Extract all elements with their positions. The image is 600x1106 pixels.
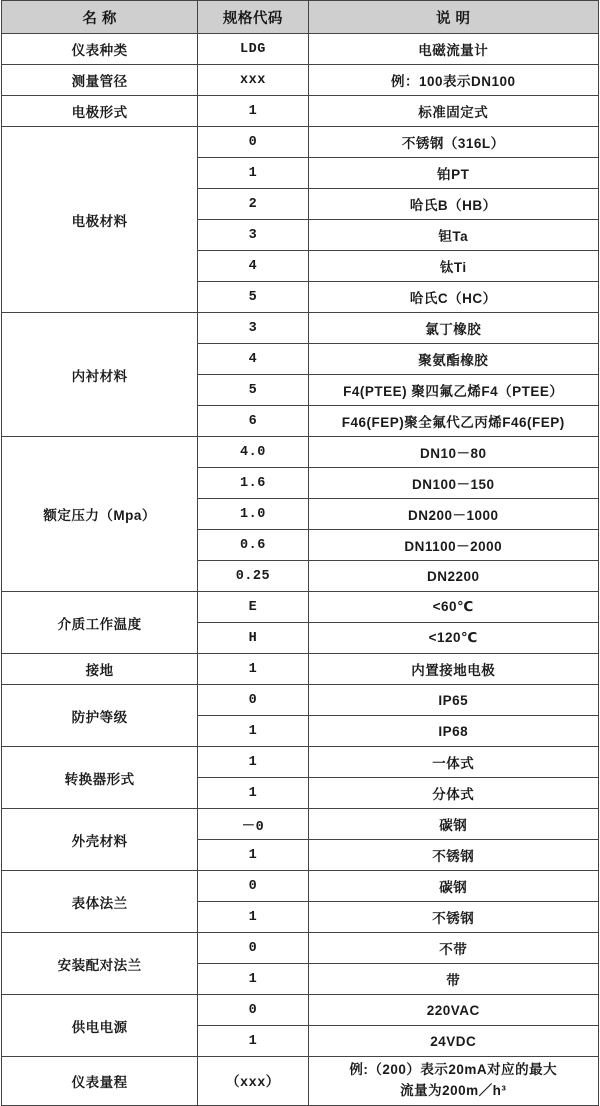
table-row bbox=[2, 34, 599, 65]
spec-code-cell: 0 bbox=[198, 127, 308, 158]
spec-code-cell: 1 bbox=[198, 778, 308, 809]
spec-code-cell: 1 bbox=[198, 902, 308, 933]
row-name-cell: 外壳材料 bbox=[2, 809, 198, 871]
table-row bbox=[2, 592, 599, 623]
spec-description-cell: 聚氨酯橡胶 bbox=[308, 344, 599, 375]
spec-description-cell: <60℃ bbox=[308, 592, 599, 623]
table-header-row bbox=[2, 1, 599, 34]
row-name-cell: 仪表量程 bbox=[2, 1057, 198, 1106]
table-row bbox=[2, 96, 599, 127]
table-row bbox=[2, 747, 599, 778]
table-row bbox=[2, 995, 599, 1026]
spec-code-cell: 0.6 bbox=[198, 530, 308, 561]
spec-code-cell: 0.25 bbox=[198, 561, 308, 592]
spec-code-cell: 5 bbox=[198, 282, 308, 313]
spec-description-cell: 标准固定式 bbox=[308, 96, 599, 127]
table-row bbox=[2, 313, 599, 344]
spec-code-cell: 4.0 bbox=[198, 437, 308, 468]
spec-description-cell: DN1100－2000 bbox=[308, 530, 599, 561]
spec-description-cell: 碳钢 bbox=[308, 871, 599, 902]
spec-description-cell: 碳钢 bbox=[308, 809, 599, 840]
row-name-cell: 供电电源 bbox=[2, 995, 198, 1057]
row-name-cell: 防护等级 bbox=[2, 685, 198, 747]
spec-description-cell: 不带 bbox=[308, 933, 599, 964]
spec-code-cell: 1 bbox=[198, 840, 308, 871]
row-name-cell: 额定压力（Mpa） bbox=[2, 437, 198, 592]
table-row bbox=[2, 933, 599, 964]
spec-description-cell: 钽Ta bbox=[308, 220, 599, 251]
spec-code-cell: 0 bbox=[198, 995, 308, 1026]
spec-description-cell: 220VAC bbox=[308, 995, 599, 1026]
spec-code-cell: 1 bbox=[198, 96, 308, 127]
spec-code-cell: 1.6 bbox=[198, 468, 308, 499]
row-name-cell: 接地 bbox=[2, 654, 198, 685]
row-name-cell: 内衬材料 bbox=[2, 313, 198, 437]
spec-description-cell: 电磁流量计 bbox=[308, 34, 599, 65]
spec-description-cell: 一体式 bbox=[308, 747, 599, 778]
spec-code-cell: 0 bbox=[198, 871, 308, 902]
column-header-name: 名 称 bbox=[2, 1, 198, 34]
row-name-cell: 仪表种类 bbox=[2, 34, 198, 65]
spec-description-cell: <120℃ bbox=[308, 623, 599, 654]
spec-description-cell: F4(PTEE) 聚四氟乙烯F4（PTEE） bbox=[308, 375, 599, 406]
row-name-cell: 测量管径 bbox=[2, 65, 198, 96]
spec-description-cell: 例:（200）表示20mA对应的最大 流量为200m／h³ bbox=[308, 1057, 599, 1106]
row-name-cell: 转换器形式 bbox=[2, 747, 198, 809]
spec-code-cell: 1 bbox=[198, 747, 308, 778]
row-name-cell: 电极材料 bbox=[2, 127, 198, 313]
spec-code-cell: LDG bbox=[198, 34, 308, 65]
spec-description-cell: 不锈钢（316L） bbox=[308, 127, 599, 158]
row-name-cell: 电极形式 bbox=[2, 96, 198, 127]
spec-code-cell: 5 bbox=[198, 375, 308, 406]
spec-description-cell: DN200－1000 bbox=[308, 499, 599, 530]
spec-code-cell: 6 bbox=[198, 406, 308, 437]
spec-description-cell: 例：100表示DN100 bbox=[308, 65, 599, 96]
table-row bbox=[2, 654, 599, 685]
table-body bbox=[2, 34, 599, 1106]
spec-description-cell: 分体式 bbox=[308, 778, 599, 809]
spec-code-cell: 1 bbox=[198, 654, 308, 685]
spec-code-cell: 1 bbox=[198, 1026, 308, 1057]
spec-description-cell: DN10－80 bbox=[308, 437, 599, 468]
table-row bbox=[2, 685, 599, 716]
table-row bbox=[2, 65, 599, 96]
spec-description-cell: 带 bbox=[308, 964, 599, 995]
spec-code-cell: E bbox=[198, 592, 308, 623]
table-row bbox=[2, 437, 599, 468]
spec-description-cell: 不锈钢 bbox=[308, 840, 599, 871]
spec-code-cell: －0 bbox=[198, 809, 308, 840]
spec-code-cell: 4 bbox=[198, 251, 308, 282]
spec-description-cell: F46(FEP)聚全氟代乙丙烯F46(FEP) bbox=[308, 406, 599, 437]
spec-description-cell: IP65 bbox=[308, 685, 599, 716]
spec-description-cell: IP68 bbox=[308, 716, 599, 747]
table-row bbox=[2, 809, 599, 840]
spec-code-cell: 0 bbox=[198, 685, 308, 716]
spec-code-cell: 2 bbox=[198, 189, 308, 220]
spec-description-cell: DN2200 bbox=[308, 561, 599, 592]
spec-description-cell: 哈氏B（HB） bbox=[308, 189, 599, 220]
spec-description-cell: 铂PT bbox=[308, 158, 599, 189]
row-name-cell: 表体法兰 bbox=[2, 871, 198, 933]
spec-code-cell: H bbox=[198, 623, 308, 654]
spec-code-cell: 1 bbox=[198, 158, 308, 189]
spec-code-cell: 3 bbox=[198, 313, 308, 344]
spec-description-cell: 哈氏C（HC） bbox=[308, 282, 599, 313]
spec-code-cell: 0 bbox=[198, 933, 308, 964]
spec-code-cell: 3 bbox=[198, 220, 308, 251]
spec-description-cell: 内置接地电极 bbox=[308, 654, 599, 685]
spec-code-cell: 1.0 bbox=[198, 499, 308, 530]
table-row bbox=[2, 127, 599, 158]
row-name-cell: 安装配对法兰 bbox=[2, 933, 198, 995]
spec-description-cell: 24VDC bbox=[308, 1026, 599, 1057]
spec-description-cell: DN100－150 bbox=[308, 468, 599, 499]
specification-table bbox=[1, 0, 599, 1106]
spec-description-cell: 氯丁橡胶 bbox=[308, 313, 599, 344]
spec-code-cell: 1 bbox=[198, 716, 308, 747]
spec-code-cell: 4 bbox=[198, 344, 308, 375]
spec-code-cell: 1 bbox=[198, 964, 308, 995]
spec-description-cell: 不锈钢 bbox=[308, 902, 599, 933]
spec-description-cell: 钛Ti bbox=[308, 251, 599, 282]
table-row bbox=[2, 871, 599, 902]
table-header bbox=[2, 1, 599, 34]
spec-code-cell: （xxx） bbox=[198, 1057, 308, 1106]
column-header-code: 规格代码 bbox=[198, 1, 308, 34]
column-header-description: 说 明 bbox=[308, 1, 599, 34]
row-name-cell: 介质工作温度 bbox=[2, 592, 198, 654]
spec-code-cell: xxx bbox=[198, 65, 308, 96]
table-row bbox=[2, 1057, 599, 1106]
